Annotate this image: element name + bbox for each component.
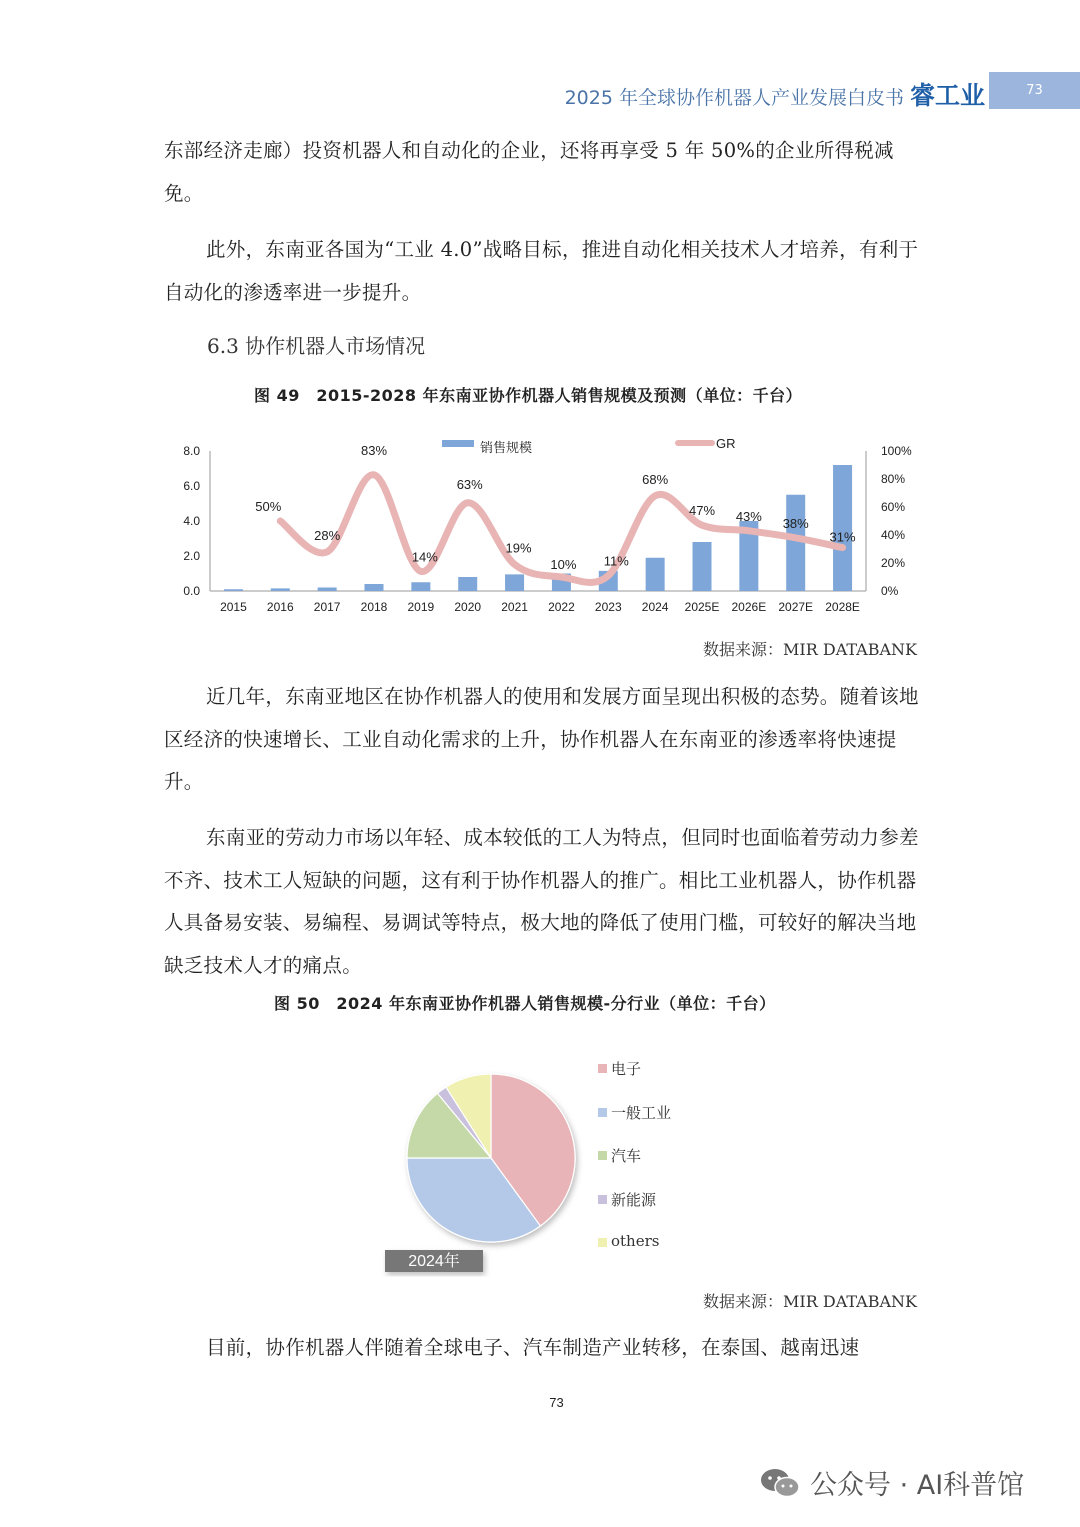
x-tick-label: 2020 (454, 600, 482, 614)
legend-swatch (598, 1238, 607, 1247)
paragraph-5: 目前，协作机器人伴随着全球电子、汽车制造产业转移，在泰国、越南迅速 (206, 1336, 860, 1359)
brand-logo: 睿工业 (909, 81, 985, 110)
legend-item (598, 1232, 671, 1276)
x-tick-label: 2019 (407, 600, 435, 614)
pie (407, 1074, 575, 1242)
bar-2020 (458, 577, 477, 591)
x-tick-label: 2017 (313, 600, 341, 614)
bar-2018 (365, 584, 384, 591)
legend-label: others (611, 1232, 660, 1250)
wechat-icon (760, 1467, 800, 1499)
gr-data-label: 50% (255, 499, 282, 514)
x-tick-label: 2021 (501, 600, 528, 614)
y-left-tick-label: 8.0 (183, 444, 200, 458)
legend-line-label: GR (716, 436, 736, 451)
bar-2015 (224, 589, 243, 591)
x-tick-label: 2022 (548, 600, 575, 614)
legend-item (598, 1102, 671, 1146)
legend-item (598, 1145, 671, 1189)
bar-2016 (271, 588, 290, 591)
report-title: 2025 年全球协作机器人产业发展白皮书 (564, 87, 904, 109)
gr-data-label: 83% (360, 442, 388, 458)
section-heading: 6.3 协作机器人市场情况 (207, 334, 426, 358)
legend-bar-label: 销售规模 (480, 440, 533, 455)
legend-label: 一般工业 (611, 1103, 672, 1122)
x-tick-label: 2025E (684, 600, 720, 614)
bar-2027E (786, 495, 805, 591)
y-right-tick-label: 80% (881, 472, 906, 486)
x-tick-label: 2023 (594, 600, 622, 614)
legend-label: 汽车 (611, 1147, 642, 1165)
y-left-tick-label: 6.0 (183, 479, 200, 493)
y-right-tick-label: 20% (881, 556, 906, 570)
x-tick-label: 2016 (266, 600, 294, 614)
bar-2025E (693, 542, 712, 591)
paragraph-4: 东南亚的劳动力市场以年轻、成本较低的工人为特点，但同时也面临着劳动力参差不齐、技术工人短缺的问题，这有利于协作机器人的推广。相比工业机器人，协作机器人具备易安装、易编程、易调试等特点，极大地的降低了使用门槛，可较好的解决当地缺乏技术人才的痛点。 (164, 826, 919, 977)
legend-item (598, 1058, 671, 1102)
x-tick-label: 2015 (220, 600, 247, 614)
legend-swatch (598, 1064, 607, 1073)
bar-2024 (646, 558, 665, 591)
x-tick-label: 2028E (825, 600, 860, 614)
gr-data-label: 63% (456, 476, 483, 492)
sales-growth-chart (0, 420, 1080, 650)
gr-data-label: 28% (314, 527, 341, 543)
y-left-tick-label: 2.0 (183, 549, 200, 563)
legend-bar-swatch (442, 440, 474, 447)
figure-49-caption: 图 49 2015-2028 年东南亚协作机器人销售规模及预测（单位：千台） (254, 386, 803, 405)
paragraph-2: 此外，东南亚各国为“工业 4.0”战略目标，推进自动化相关技术人才培养，有利于自动化的渗透率进一步提升。 (164, 238, 919, 304)
x-tick-label: 2018 (360, 600, 388, 614)
gr-data-label: 43% (735, 508, 762, 524)
gr-data-label: 68% (642, 471, 669, 487)
paragraph-1: 东部经济走廊）投资机器人和自动化的企业，还将再享受 5 年 50%的企业所得税减免。 (164, 139, 894, 205)
watermark-text: 公众号 · AI科普馆 (810, 1470, 1025, 1501)
y-right-tick-label: 100% (881, 444, 912, 458)
y-right-tick-label: 40% (881, 528, 906, 542)
legend-label: 电子 (611, 1060, 642, 1078)
paragraph-3: 近几年，东南亚地区在协作机器人的使用和发展方面呈现出积极的态势。随着该地区经济的快速增长、工业自动化需求的上升，协作机器人在东南亚的渗透率将快速提升。 (164, 685, 919, 793)
legend-swatch (598, 1108, 607, 1117)
y-left-tick-label: 0.0 (183, 584, 200, 598)
x-tick-label: 2024 (641, 600, 669, 614)
watermark (760, 1463, 1024, 1502)
x-tick-label: 2026E (731, 600, 767, 614)
gr-data-label: 11% (603, 553, 629, 569)
page-number: 73 (549, 1395, 564, 1410)
bar-2017 (318, 588, 337, 592)
y-left-tick-label: 4.0 (183, 514, 200, 528)
figure-50-caption: 图 50 2024 年东南亚协作机器人销售规模-分行业（单位：千台） (274, 994, 776, 1013)
x-tick-label: 2027E (778, 600, 814, 614)
header-title (470, 76, 985, 112)
bar-2019 (411, 582, 430, 591)
bar-2021 (505, 574, 524, 591)
figure-50-source: 数据来源：MIR DATABANK (703, 1292, 917, 1311)
legend-swatch (598, 1195, 607, 1204)
gr-data-label: 31% (829, 529, 856, 545)
header-page-box: 73 (989, 72, 1080, 109)
legend-item (598, 1189, 671, 1233)
figure-49-source: 数据来源：MIR DATABANK (703, 640, 917, 659)
year-tag-label: 2024年 (408, 1253, 460, 1270)
legend-label: 新能源 (611, 1190, 657, 1209)
gr-data-label: 19% (505, 540, 532, 556)
y-right-tick-label: 60% (881, 500, 906, 514)
legend-swatch (598, 1151, 607, 1160)
gr-data-label: 10% (550, 557, 577, 572)
gr-data-label: 14% (411, 549, 438, 565)
bar-2028E (833, 465, 852, 591)
gr-data-label: 38% (782, 515, 809, 531)
gr-data-label: 47% (688, 503, 716, 519)
pie-legend (598, 1058, 671, 1276)
y-right-tick-label: 0% (881, 584, 899, 598)
